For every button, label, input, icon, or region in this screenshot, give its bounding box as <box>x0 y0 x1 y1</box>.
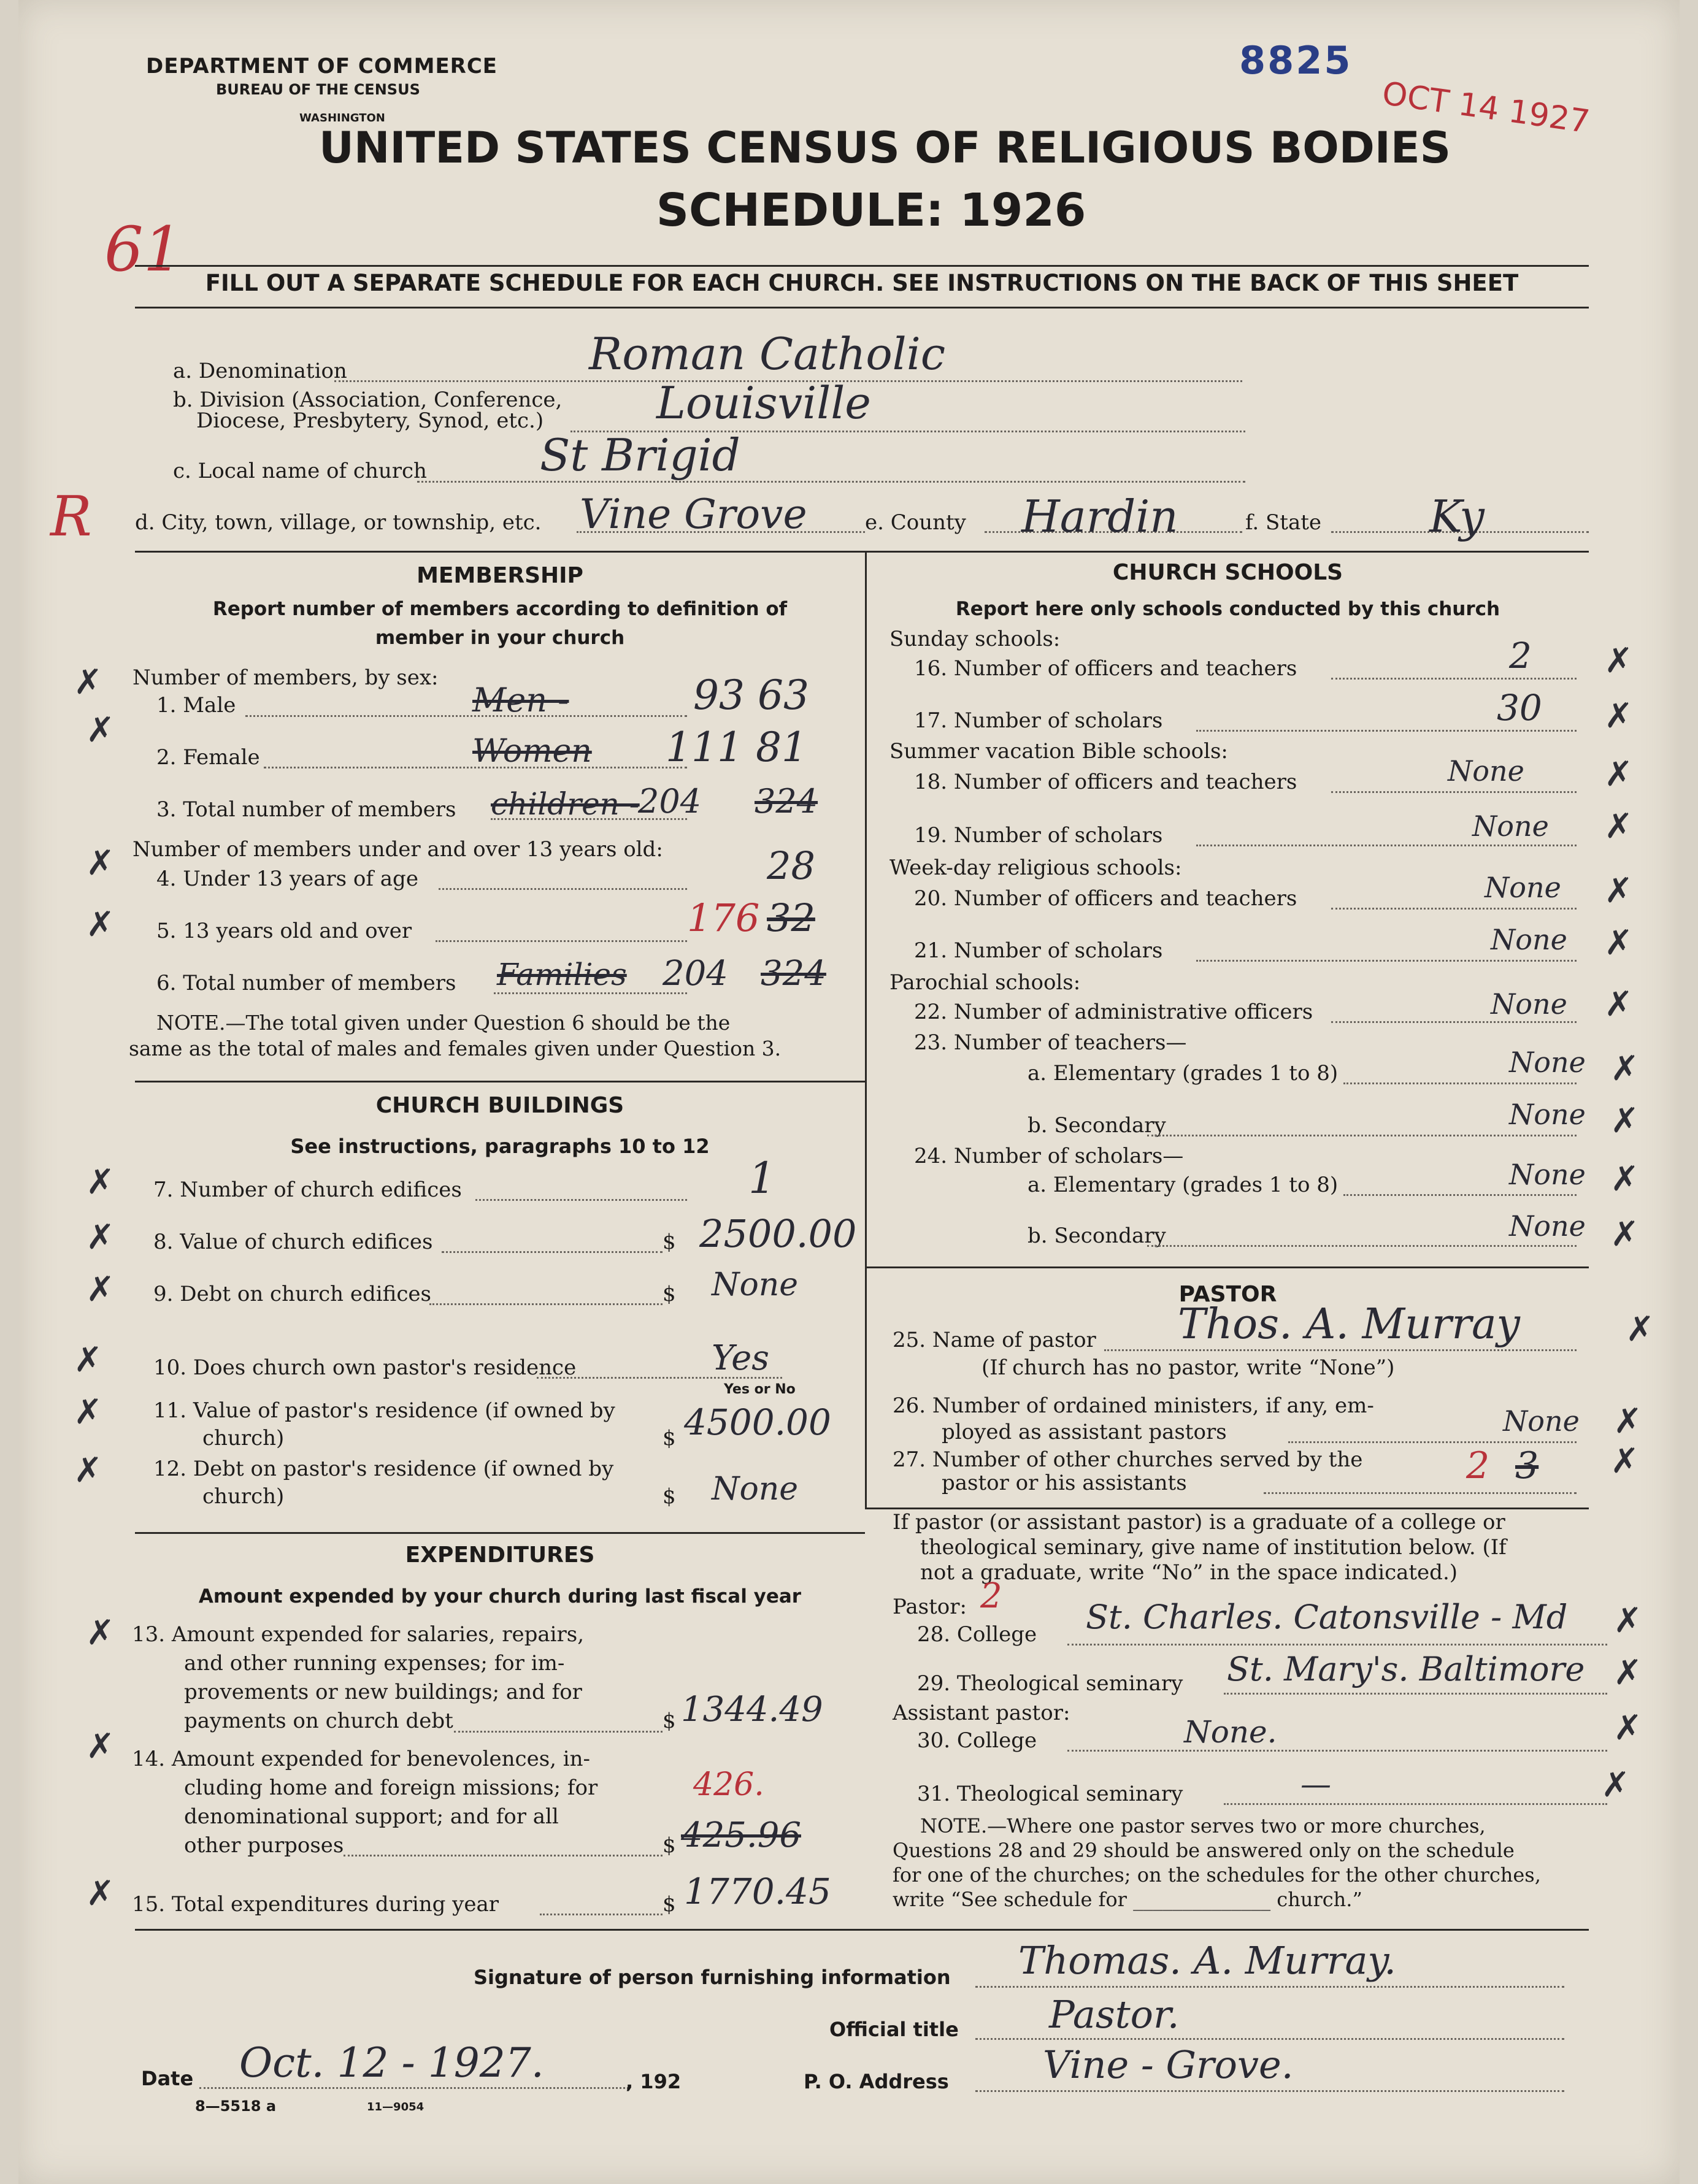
q30-label: 30. College <box>917 1728 1037 1753</box>
q13-label-line3: provements or new buildings; and for <box>184 1680 582 1704</box>
dollar-sign: $ <box>663 1833 676 1858</box>
pastor-note-line2: Questions 28 and 29 should be answered only on the schedule <box>893 1839 1515 1862</box>
dollar-sign: $ <box>663 1892 676 1917</box>
q19-value: None <box>1472 810 1549 843</box>
q3-total-label: 3. Total number of members <box>156 797 456 822</box>
division-label-line2: Diocese, Presbytery, Synod, etc.) <box>196 408 544 433</box>
q17-label: 17. Number of scholars <box>914 708 1163 733</box>
washington-label: WASHINGTON <box>299 112 385 125</box>
date-value: Oct. 12 - 1927. <box>239 2039 544 2086</box>
q2-struck-text: Women <box>472 733 592 770</box>
q15-value: 1770.45 <box>684 1871 831 1912</box>
q9-debt-value: None <box>712 1266 799 1303</box>
q29-label: 29. Theological seminary <box>917 1671 1183 1696</box>
check-mark: ✗ <box>1604 984 1633 1024</box>
q23b-value: None <box>1509 1098 1586 1131</box>
q5-struck-value: 32 <box>767 895 815 940</box>
q3-struck-value: 324 <box>755 782 818 821</box>
q22-value: None <box>1491 987 1567 1021</box>
county-label: e. County <box>865 510 966 535</box>
q12-debt-label-line2: church) <box>202 1484 285 1509</box>
weekday-schools-label: Week-day religious schools: <box>889 856 1182 880</box>
q5-over13-label: 5. 13 years old and over <box>156 919 412 943</box>
check-mark: ✗ <box>1604 871 1633 911</box>
form-title: UNITED STATES CENSUS OF RELIGIOUS BODIES <box>319 123 1451 173</box>
check-mark: ✗ <box>1610 1101 1639 1141</box>
q29-seminary-value: St. Mary's. Baltimore <box>1227 1650 1585 1688</box>
vacation-schools-label: Summer vacation Bible schools: <box>889 739 1228 764</box>
q27-value: 2 <box>1466 1444 1490 1487</box>
check-mark: ✗ <box>86 1270 115 1309</box>
margin-mark-r: R <box>50 485 92 549</box>
division-value: Louisville <box>656 377 871 429</box>
q31-label: 31. Theological seminary <box>917 1782 1183 1806</box>
q20-label: 20. Number of officers and teachers <box>914 886 1297 911</box>
q2-female-value: 111 81 <box>666 724 807 771</box>
q15-total-label: 15. Total expenditures during year <box>132 1892 499 1917</box>
division-label-line1: b. Division (Association, Conference, <box>173 388 563 412</box>
q18-value: None <box>1448 754 1524 787</box>
check-mark: ✗ <box>1604 923 1633 963</box>
official-title-label: Official title <box>829 2018 959 2041</box>
q1-struck-text: Men - <box>472 681 569 719</box>
check-mark: ✗ <box>1604 641 1633 681</box>
check-mark: ✗ <box>86 1726 115 1766</box>
check-mark: ✗ <box>1610 1049 1639 1089</box>
q7-edifices-value: 1 <box>748 1153 776 1203</box>
po-address-value: Vine - Grove. <box>1043 2042 1294 2087</box>
sunday-schools-label: Sunday schools: <box>889 627 1061 651</box>
q16-value: 2 <box>1509 635 1532 676</box>
print-number: 11—9054 <box>367 2101 424 2113</box>
q6-struck-text: Families <box>497 957 627 992</box>
check-mark: ✗ <box>86 1217 115 1257</box>
pastor-mark: 2 <box>980 1576 1002 1616</box>
pastor-note-line4: write “See schedule for ______________ church.” <box>893 1888 1362 1911</box>
check-mark: ✗ <box>1610 1159 1639 1199</box>
q12-debt-label-line1: 12. Debt on pastor's residence (if owned by <box>153 1457 614 1481</box>
q1-male-value: 93 63 <box>693 672 809 719</box>
q24-label: 24. Number of scholars— <box>914 1144 1184 1168</box>
pastor-heading: PASTOR <box>1178 1282 1277 1307</box>
q14-label-line2: cluding home and foreign missions; for <box>184 1776 598 1800</box>
q18-label: 18. Number of officers and teachers <box>914 770 1297 794</box>
q27-struck-value: 3 <box>1515 1444 1539 1487</box>
instructions-banner: FILL OUT A SEPARATE SCHEDULE FOR EACH CHURCH. SEE INSTRUCTIONS ON THE BACK OF THIS SHEET <box>205 270 1519 296</box>
buildings-sub: See instructions, paragraphs 10 to 12 <box>290 1135 710 1158</box>
age-header-label: Number of members under and over 13 years old: <box>133 837 663 862</box>
buildings-heading: CHURCH BUILDINGS <box>375 1093 624 1118</box>
graduate-instructions-line2: theological seminary, give name of institution below. (If <box>920 1535 1507 1560</box>
q19-label: 19. Number of scholars <box>914 823 1163 848</box>
q26-label-line2: ployed as assistant pastors <box>942 1420 1227 1444</box>
q14-value: 425.96 <box>681 1815 801 1855</box>
denomination-value: Roman Catholic <box>589 328 946 380</box>
check-mark: ✗ <box>86 843 115 883</box>
membership-sub1: Report number of members according to definition of <box>212 598 788 620</box>
q14-label-line1: 14. Amount expended for benevolences, in- <box>132 1747 591 1771</box>
q27-label-line2: pastor or his assistants <box>942 1471 1187 1495</box>
check-mark: ✗ <box>1613 1601 1642 1641</box>
bureau-label: BUREAU OF THE CENSUS <box>216 81 420 98</box>
q16-label: 16. Number of officers and teachers <box>914 656 1297 681</box>
check-mark: ✗ <box>1604 754 1633 794</box>
q22-label: 22. Number of administrative officers <box>914 1000 1313 1024</box>
q23b-label: b. Secondary <box>1028 1113 1166 1138</box>
date-year-label: , 192 <box>626 2070 682 2093</box>
q26-label-line1: 26. Number of ordained ministers, if any, em- <box>893 1393 1374 1418</box>
q23-label: 23. Number of teachers— <box>914 1030 1187 1055</box>
check-mark: ✗ <box>74 1392 102 1432</box>
check-mark: ✗ <box>1601 1765 1630 1805</box>
q25-label: 25. Name of pastor <box>893 1328 1096 1352</box>
q21-label: 21. Number of scholars <box>914 938 1163 963</box>
q10-residence-label: 10. Does church own pastor's residence <box>153 1355 577 1380</box>
q23a-label: a. Elementary (grades 1 to 8) <box>1028 1061 1339 1086</box>
q6-total-label: 6. Total number of members <box>156 971 456 995</box>
q25-note: (If church has no pastor, write “None”) <box>982 1355 1395 1380</box>
q28-college-value: St. Charles. Catonsville - Md <box>1086 1598 1568 1636</box>
date-label: Date <box>141 2067 194 2090</box>
graduate-instructions-line3: not a graduate, write “No” in the space indicated.) <box>920 1560 1458 1585</box>
q3-total-value: 204 <box>638 782 702 821</box>
q12-debt-value: None <box>712 1471 799 1508</box>
membership-sub2: member in your church <box>375 627 625 649</box>
city-label: d. City, town, village, or township, etc. <box>135 510 542 535</box>
q6-struck-value: 324 <box>761 954 826 994</box>
parochial-schools-label: Parochial schools: <box>889 970 1081 995</box>
q4-under13-value: 28 <box>767 843 815 888</box>
schedule-number: 8825 <box>1239 38 1353 83</box>
schedule-year: SCHEDULE: 1926 <box>656 184 1086 237</box>
q11-value-label-line1: 11. Value of pastor's residence (if owned by <box>153 1398 615 1423</box>
check-mark: ✗ <box>86 1162 115 1202</box>
q2-female-label: 2. Female <box>156 745 260 770</box>
q14-label-line4: other purposes <box>184 1833 344 1858</box>
check-mark: ✗ <box>86 905 115 944</box>
q6-total-value: 204 <box>663 954 728 994</box>
check-mark: ✗ <box>1604 696 1633 736</box>
check-mark: ✗ <box>86 1613 115 1653</box>
q25-pastor-name: Thos. A. Murray <box>1178 1300 1520 1349</box>
pastor-note-line1: NOTE.—Where one pastor serves two or more churches, <box>920 1814 1486 1837</box>
q7-edifices-label: 7. Number of church edifices <box>153 1178 462 1202</box>
check-mark: ✗ <box>1613 1653 1642 1693</box>
q11-value-label-line2: church) <box>202 1426 285 1450</box>
members-by-sex-label: Number of members, by sex: <box>133 665 439 690</box>
pastor-subhead: Pastor: <box>893 1595 967 1619</box>
q1-male-label: 1. Male <box>156 693 236 718</box>
signature-label: Signature of person furnishing information <box>474 1966 951 1989</box>
dollar-sign: $ <box>663 1282 676 1306</box>
official-title-value: Pastor. <box>1049 1992 1180 2037</box>
check-mark: ✗ <box>74 1340 102 1380</box>
q14-correction: 426. <box>693 1766 764 1803</box>
q9-debt-label: 9. Debt on church edifices <box>153 1282 431 1306</box>
membership-note-line2: same as the total of males and females given under Question 3. <box>129 1036 782 1060</box>
dollar-sign: $ <box>663 1426 676 1450</box>
check-mark: ✗ <box>1613 1401 1642 1441</box>
q24a-value: None <box>1509 1158 1586 1191</box>
q10-residence-value: Yes <box>712 1338 769 1378</box>
schools-heading: CHURCH SCHOOLS <box>1112 560 1343 585</box>
q5-over13-value: 176 <box>687 895 760 940</box>
q17-value: 30 <box>1497 687 1542 729</box>
membership-note-line1: NOTE.—The total given under Question 6 should be the <box>156 1011 731 1035</box>
check-mark: ✗ <box>1610 1214 1639 1254</box>
assistant-pastor-subhead: Assistant pastor: <box>893 1701 1070 1725</box>
check-mark: ✗ <box>1626 1309 1654 1349</box>
q13-label-line2: and other running expenses; for im- <box>184 1651 565 1676</box>
q26-value: None <box>1503 1404 1580 1438</box>
q11-value: 4500.00 <box>684 1401 831 1443</box>
pastor-note-line3: for one of the churches; on the schedules for the other churches, <box>893 1863 1541 1887</box>
q8-value: 2500.00 <box>699 1211 857 1256</box>
denomination-label: a. Denomination <box>173 359 347 383</box>
q13-label-line4: payments on church debt <box>184 1709 453 1733</box>
state-label: f. State <box>1245 510 1321 535</box>
state-value: Ky <box>1429 491 1485 542</box>
membership-heading: MEMBERSHIP <box>417 563 583 588</box>
q31-value: — <box>1300 1766 1331 1802</box>
expenditures-heading: EXPENDITURES <box>405 1542 595 1568</box>
schools-sub: Report here only schools conducted by this church <box>955 598 1500 620</box>
form-number: 8—5518 a <box>195 2098 277 2115</box>
q24b-label: b. Secondary <box>1028 1224 1166 1248</box>
check-mark: ✗ <box>74 1450 102 1490</box>
expenditures-sub: Amount expended by your church during last fiscal year <box>198 1585 802 1607</box>
dollar-sign: $ <box>663 1230 676 1254</box>
check-mark: ✗ <box>86 710 115 750</box>
check-mark: ✗ <box>86 1874 115 1914</box>
po-address-label: P. O. Address <box>804 2070 949 2093</box>
check-mark: ✗ <box>74 662 102 702</box>
q8-value-label: 8. Value of church edifices <box>153 1230 433 1254</box>
city-value: Vine Grove <box>580 491 807 538</box>
margin-mark-61: 61 <box>104 213 183 285</box>
q23a-value: None <box>1509 1046 1586 1079</box>
graduate-instructions-line1: If pastor (or assistant pastor) is a graduate of a college or <box>893 1510 1505 1535</box>
q21-value: None <box>1491 923 1567 956</box>
department-label: DEPARTMENT OF COMMERCE <box>146 54 498 79</box>
check-mark: ✗ <box>1604 807 1633 846</box>
local-name-label: c. Local name of church <box>173 459 427 483</box>
q20-value: None <box>1485 871 1561 904</box>
dollar-sign: $ <box>663 1484 676 1509</box>
signature-value: Thomas. A. Murray. <box>1018 1938 1396 1983</box>
local-name-value: St Brigid <box>540 429 740 481</box>
q27-label-line1: 27. Number of other churches served by the <box>893 1447 1363 1472</box>
county-value: Hardin <box>1021 491 1178 542</box>
q24a-label: a. Elementary (grades 1 to 8) <box>1028 1173 1339 1197</box>
q14-label-line3: denominational support; and for all <box>184 1804 559 1829</box>
q4-under13-label: 4. Under 13 years of age <box>156 867 418 891</box>
q3-struck-text: children - <box>491 786 640 822</box>
q30-value: None. <box>1184 1714 1277 1750</box>
dollar-sign: $ <box>663 1709 676 1733</box>
check-mark: ✗ <box>1613 1708 1642 1748</box>
q24b-value: None <box>1509 1209 1586 1243</box>
q13-value: 1344.49 <box>681 1690 823 1730</box>
q13-label-line1: 13. Amount expended for salaries, repairs, <box>132 1622 585 1647</box>
yes-no-caption: Yes or No <box>724 1382 796 1397</box>
received-date-stamp: OCT 14 1927 <box>1380 75 1592 141</box>
q28-label: 28. College <box>917 1622 1037 1647</box>
check-mark: ✗ <box>1610 1441 1639 1481</box>
